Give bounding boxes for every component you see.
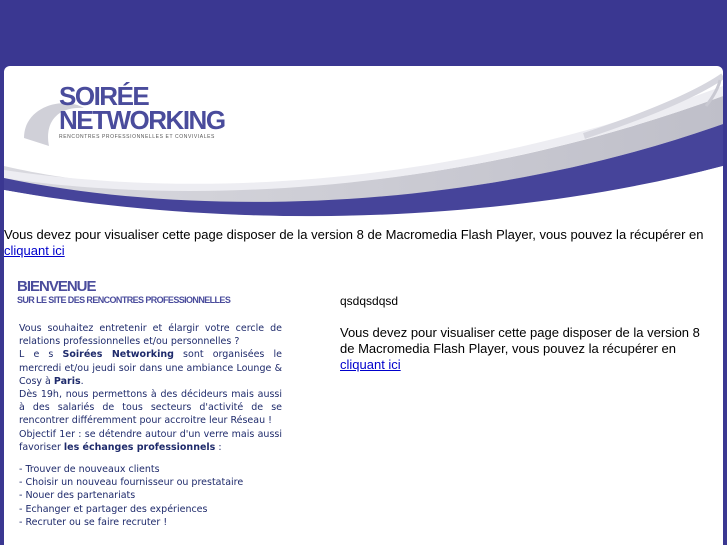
- list-item: - Echanger et partager des expériences: [19, 503, 208, 515]
- list-item: - Recruter ou se faire recruter !: [19, 516, 168, 528]
- intro-p2-mid: sont organisées le mercredi et/ou jeudi soir dans une ambiance Lounge & Cosy à: [19, 349, 282, 387]
- intro-exchanges: les échanges professionnels: [63, 441, 216, 453]
- welcome-title: BIENVENUE: [17, 278, 96, 295]
- list-item: - Choisir un nouveau fournisseur ou prestataire: [19, 477, 244, 489]
- intro-p4-prefix: Objectif 1er : se détendre autour d'un verre mais aussi favoriser: [19, 428, 282, 453]
- intro-paragraph-4: [19, 428, 282, 454]
- intro-paragraph-3: Dès 19h, nous permettons à des décideurs mais aussi à des salariés de tous secteurs d'activité de se rencontrer différemment pour accroitre leur Réseau !: [19, 389, 282, 427]
- intro-p2-end: .: [80, 375, 84, 387]
- flash-player-notice-right: [340, 325, 715, 373]
- intro-brand-name: Soirées Networking: [62, 349, 174, 361]
- intro-city: Paris: [53, 375, 81, 387]
- list-item: - Trouver de nouveaux clients: [19, 464, 160, 476]
- right-heading: qsdqsdqsd: [340, 294, 399, 308]
- intro-paragraph-2: [19, 348, 282, 388]
- welcome-subtitle: SUR LE SITE DES RENCONTRES PROFESSIONNELLES: [17, 295, 231, 305]
- flash-notice-right-text: Vous devez pour visualiser cette page disposer de la version 8 de Macromedia Flash Player, vous pouvez la récupérer en: [340, 325, 700, 356]
- benefits-list: [19, 463, 282, 529]
- intro-paragraph-1: Vous souhaitez entretenir et élargir votre cercle de relations professionnelles et/ou personnelles ?: [19, 323, 282, 348]
- logo-tagline: RENCONTRES PROFESSIONNELLES ET CONVIVIALES: [59, 134, 215, 140]
- flash-notice-text: Vous devez pour visualiser cette page disposer de la version 8 de Macromedia Flash Player, vous pouvez la récupérer en: [4, 227, 704, 242]
- intro-p4-end: :: [215, 441, 222, 453]
- intro-column: [19, 322, 282, 529]
- flash-player-notice: [4, 227, 704, 259]
- site-logo[interactable]: [59, 81, 225, 140]
- flash-download-link[interactable]: cliquant ici: [4, 243, 65, 258]
- welcome-heading: [17, 278, 230, 306]
- header-banner: [4, 66, 723, 226]
- intro-p2-prefix: L e s: [19, 349, 63, 361]
- list-item: - Nouer des partenariats: [19, 490, 136, 502]
- page-container: [4, 66, 723, 545]
- flash-download-link-right[interactable]: cliquant ici: [340, 357, 401, 372]
- logo-line-1: SOIRÉE: [59, 81, 149, 111]
- logo-line-2: NETWORKING: [59, 105, 225, 135]
